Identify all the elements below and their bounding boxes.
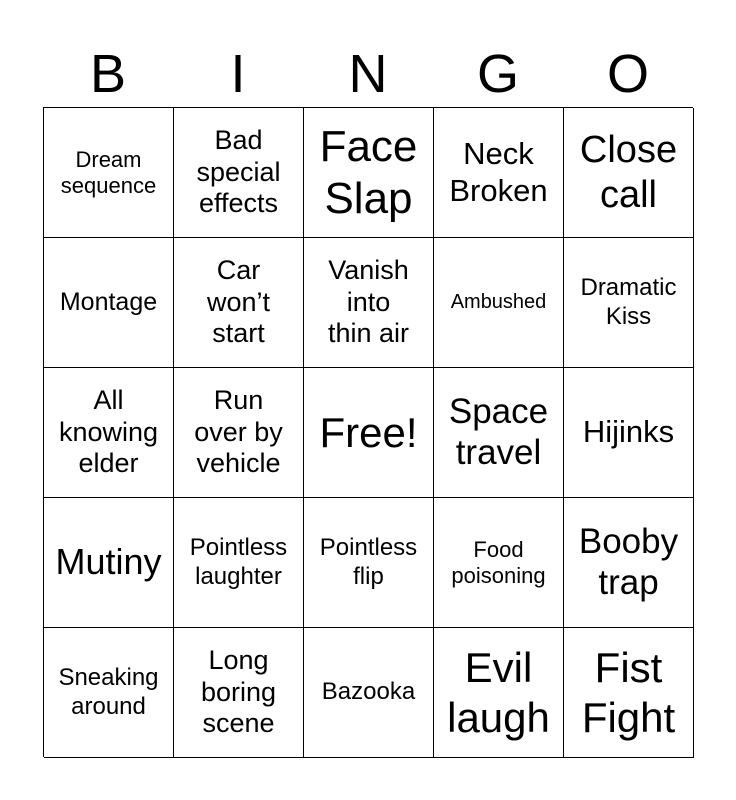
bingo-cell[interactable] — [434, 238, 564, 368]
header-letter-n: N — [348, 44, 388, 104]
cell-label: Free! — [319, 408, 418, 456]
bingo-cell[interactable] — [44, 628, 174, 758]
bingo-cell[interactable] — [44, 498, 174, 628]
bingo-cell[interactable] — [564, 498, 694, 628]
header-letter-i: I — [230, 44, 246, 104]
cell-label: All knowing elder — [58, 385, 159, 479]
bingo-cell[interactable] — [564, 108, 694, 238]
cell-label: Run over by vehicle — [194, 385, 283, 479]
bingo-cell[interactable] — [434, 108, 564, 238]
bingo-cell free-space[interactable] — [304, 368, 434, 498]
bingo-cell[interactable] — [304, 238, 434, 368]
header-letter-o: O — [606, 44, 649, 104]
cell-label: Dream sequence — [60, 146, 157, 198]
bingo-cell[interactable] — [564, 628, 694, 758]
cell-label: Face Slap — [319, 122, 418, 223]
bingo-cell[interactable] — [304, 108, 434, 238]
cell-label: Booby trap — [578, 521, 679, 602]
bingo-cell[interactable] — [434, 628, 564, 758]
bingo-cell[interactable] — [304, 498, 434, 628]
header-letter-g: G — [476, 44, 519, 104]
cell-label: Ambushed — [450, 290, 547, 313]
cell-label: Vanish into thin air — [327, 255, 410, 349]
cell-label: Long boring scene — [200, 645, 277, 739]
cell-label: Space travel — [448, 391, 549, 472]
cell-label: Close call — [579, 129, 678, 216]
bingo-cell[interactable] — [304, 628, 434, 758]
cell-label: Mutiny — [55, 541, 162, 583]
bingo-cell[interactable] — [44, 108, 174, 238]
bingo-cell[interactable] — [174, 628, 304, 758]
cell-label: Neck Broken — [449, 136, 548, 208]
cell-label: Bazooka — [321, 678, 416, 706]
cell-label: Sneaking around — [58, 664, 159, 720]
header-letter-b: B — [89, 44, 127, 104]
bingo-cell[interactable] — [434, 498, 564, 628]
bingo-cell[interactable] — [174, 368, 304, 498]
cell-label: Hijinks — [582, 414, 675, 450]
cell-label: Fist Fight — [581, 644, 676, 741]
bingo-cell[interactable] — [44, 238, 174, 368]
cell-label: Evil laugh — [447, 644, 550, 741]
bingo-cell[interactable] — [174, 108, 304, 238]
bingo-cell[interactable] — [44, 368, 174, 498]
cell-label: Bad special effects — [196, 125, 281, 219]
bingo-cell[interactable] — [174, 498, 304, 628]
bingo-cell[interactable] — [564, 368, 694, 498]
bingo-grid — [43, 107, 693, 757]
bingo-header — [43, 40, 693, 108]
bingo-cell[interactable] — [564, 238, 694, 368]
bingo-cell[interactable] — [434, 368, 564, 498]
cell-label: Dramatic Kiss — [580, 274, 677, 330]
cell-label: Food poisoning — [451, 536, 546, 588]
cell-label: Pointless laughter — [189, 534, 288, 590]
cell-label: Pointless flip — [319, 534, 418, 590]
cell-label: Montage — [59, 287, 158, 316]
bingo-cell[interactable] — [174, 238, 304, 368]
cell-label: Car won’t start — [206, 255, 271, 349]
